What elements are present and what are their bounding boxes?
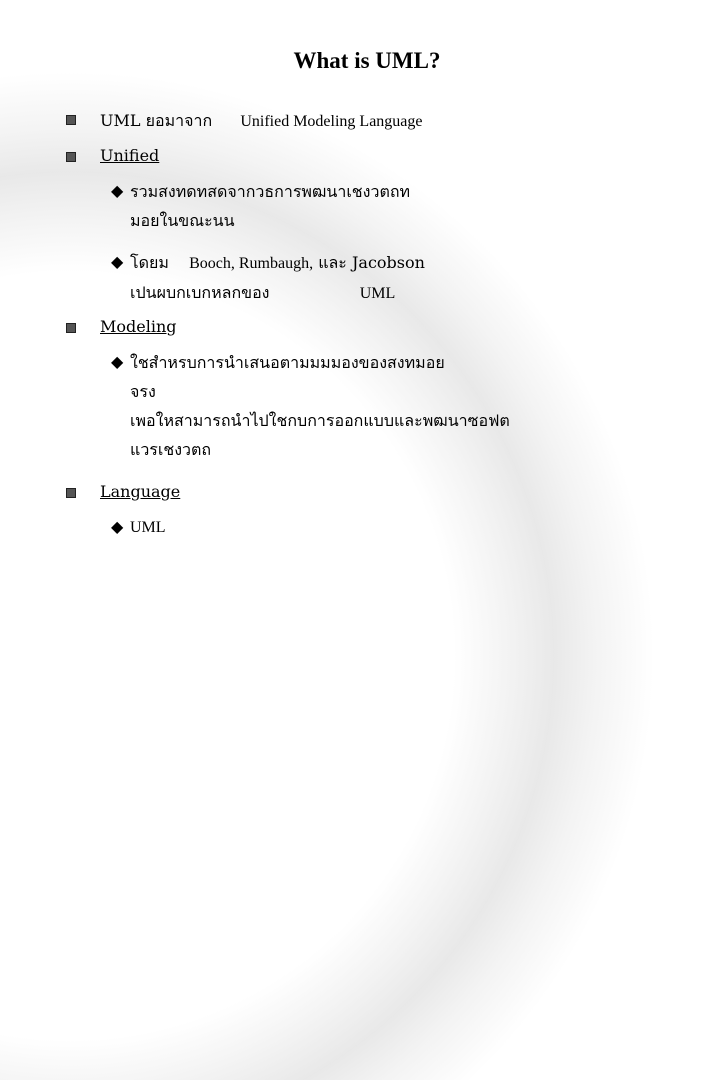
square-bullet-icon	[66, 152, 76, 162]
unified-sub2-uml: UML	[359, 285, 396, 302]
diamond-bullet-icon: ◆	[111, 252, 124, 271]
unified-sub2-doi: โดยม	[130, 253, 169, 272]
unified-sub2	[130, 248, 425, 308]
unified-sub1-line2: มอยในขณะนน	[130, 211, 235, 230]
modeling-sub1-line1: ใชสำหรบการนำเสนอตามมมมองของสงทมอย	[130, 353, 445, 372]
unified-sub1-line1: รวมสงทดทสดจากวธการพฒนาเชงวตถท	[130, 182, 411, 201]
modeling-sub1-line2: จรง	[130, 382, 156, 401]
square-bullet-icon	[66, 323, 76, 333]
square-bullet-icon	[66, 488, 76, 498]
unified-sub2-names: Booch, Rumbaugh,	[189, 255, 314, 272]
diamond-bullet-icon: ◆	[111, 352, 124, 371]
item-modeling-heading: Modeling	[100, 317, 177, 336]
square-bullet-icon	[66, 115, 76, 125]
uml-expansion: Unified Modeling Language	[240, 113, 423, 130]
unified-sub1	[130, 177, 410, 235]
diamond-bullet-icon: ◆	[111, 181, 124, 200]
modeling-sub1-line4: แวรเชงวตถ	[130, 440, 212, 459]
slide-title: What is UML?	[293, 48, 441, 73]
uml-prefix: UML ยอมาจาก	[100, 111, 213, 130]
language-sub1: UML	[130, 519, 166, 536]
diamond-bullet-icon: ◆	[111, 517, 124, 536]
modeling-sub1-line3: เพอใหสามารถนำไปใชกบการออกแบบและพฒนาซอฟต	[130, 411, 510, 430]
modeling-sub1	[130, 348, 510, 464]
item-language-heading: Language	[100, 482, 181, 501]
item-unified-heading: Unified	[100, 146, 160, 165]
item-uml-definition	[100, 109, 423, 134]
unified-sub2-and: และ Jacobson	[318, 253, 425, 272]
unified-sub2-pioneer: เปนผบกเบกหลกของ	[130, 283, 270, 302]
